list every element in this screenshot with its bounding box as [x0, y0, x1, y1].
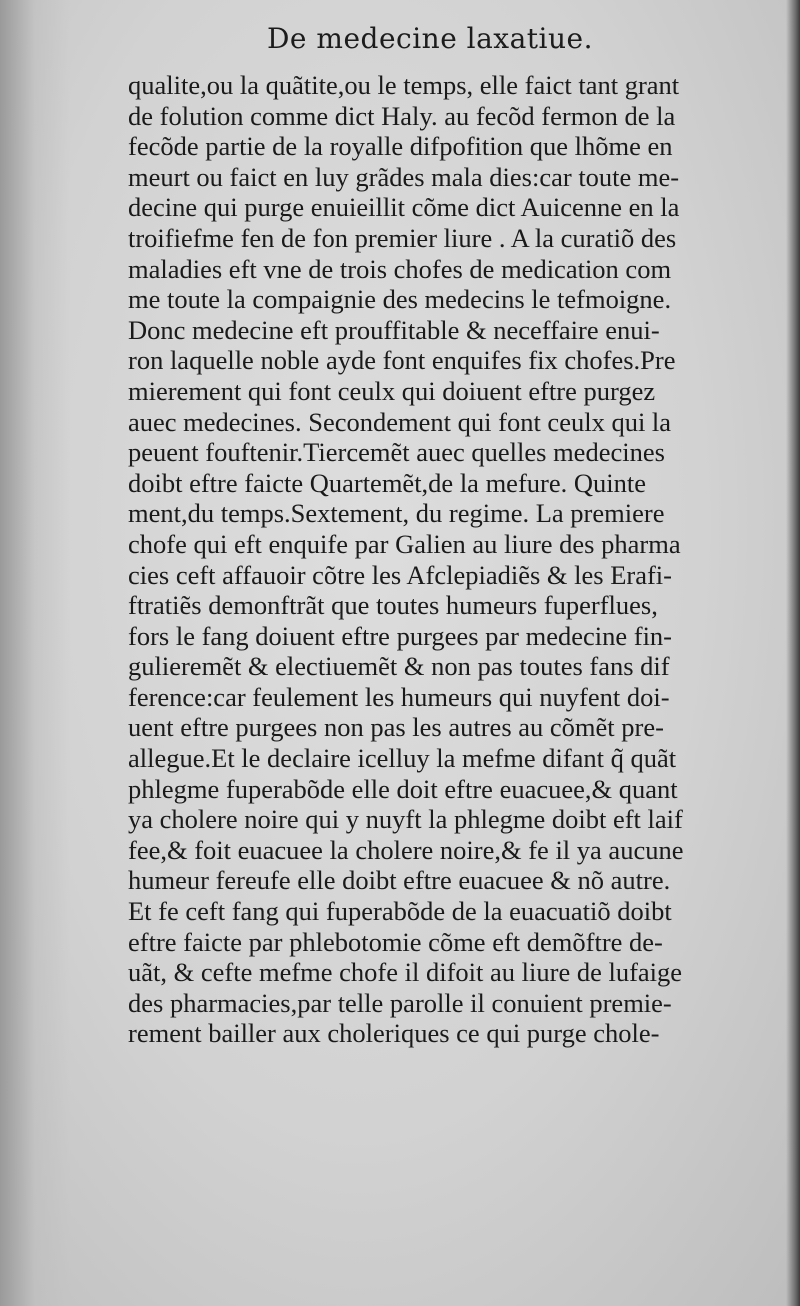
- text-line: fecõde partie de la royalle difpofition que lhõme en: [128, 131, 673, 162]
- text-line: fee,& foit euacuee la cholere noire,& fe il ya aucune: [128, 834, 684, 865]
- text-line: auec medecines. Secondement qui font ceulx qui la: [128, 406, 672, 437]
- text-line: Donc medecine eft prouffitable & neceffaire enui-: [128, 314, 660, 345]
- text-line: uãt, & cefte mefme chofe il difoit au liure de lufaige: [128, 957, 683, 988]
- text-line: me toute la compaignie des medecins le tefmoigne.: [128, 284, 672, 315]
- text-line: cies ceft affauoir cõtre les Afclepiadiẽs & les Erafi-: [128, 559, 672, 590]
- running-head: De medecine laxatiue.: [266, 22, 594, 55]
- text-line: de folution comme dict Haly. au fecõd fermon de la: [128, 100, 676, 131]
- text-line: rement bailler aux choleriques ce qui purge chole-: [128, 1018, 660, 1049]
- text-line: mierement qui font ceulx qui doiuent eftre purgez: [128, 375, 656, 406]
- text-line: ference:car feulement les humeurs qui nuyfent doi-: [128, 681, 670, 712]
- text-line: ron laquelle noble ayde font enquifes fix chofes.Pre: [128, 345, 676, 376]
- text-line: maladies eft vne de trois chofes de medication com: [128, 253, 672, 284]
- text-line: eftre faicte par phlebotomie cõme eft demõftre de-: [128, 926, 663, 957]
- text-line: doibt eftre faicte Quartemẽt,de la mefure. Quinte: [128, 467, 646, 498]
- text-line: ment,du temps.Sextement, du regime. La premiere: [128, 498, 665, 529]
- text-line: gulieremẽt & electiuemẽt & non pas toutes fans dif: [128, 651, 670, 682]
- text-line: decine qui purge enuieillit cõme dict Auicenne en la: [128, 192, 680, 223]
- text-line: humeur fereufe elle doibt eftre euacuee & nõ autre.: [128, 865, 671, 896]
- text-line: chofe qui eft enquife par Galien au liure des pharma: [128, 528, 681, 559]
- text-line: troifiefme fen de fon premier liure . A la curatiõ des: [128, 222, 677, 253]
- text-line: ya cholere noire qui y nuyft la phlegme doibt eft laif: [128, 804, 683, 835]
- text-line: uent eftre purgees non pas les autres au cõmẽt pre-: [128, 712, 664, 743]
- body-text: [128, 70, 768, 1049]
- text-line: meurt ou faict en luy grãdes mala dies:car toute me-: [128, 161, 680, 192]
- text-line: phlegme fuperabõde elle doit eftre euacuee,& quant: [128, 773, 678, 804]
- text-line: Et fe ceft fang qui fuperabõde de la euacuatiõ doibt: [128, 896, 672, 927]
- text-line: ftratiẽs demonftrãt que toutes humeurs fuperflues,: [128, 590, 658, 621]
- text-line: fors le fang doiuent eftre purgees par medecine fin-: [128, 620, 673, 651]
- text-line: des pharmacies,par telle parolle il conuient premie-: [128, 987, 672, 1018]
- text-line: qualite,ou la quãtite,ou le temps, elle faict tant grant: [128, 70, 680, 100]
- text-line: peuent fouftenir.Tiercemẽt auec quelles medecines: [128, 437, 665, 468]
- text-line: allegue.Et le declaire icelluy la mefme difant q̃ quãt: [128, 743, 677, 774]
